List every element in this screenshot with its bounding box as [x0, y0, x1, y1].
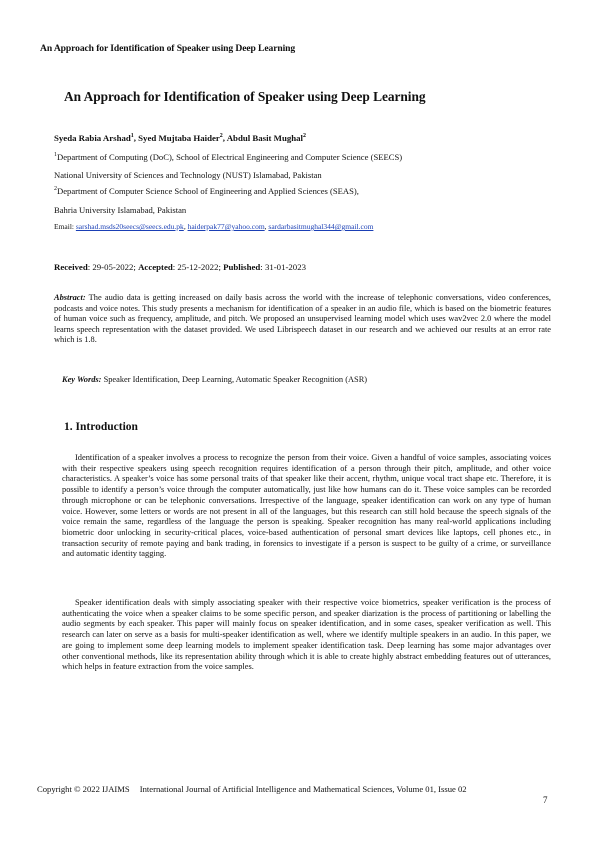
abstract — [54, 293, 551, 346]
affiliation-1-line-1 — [54, 152, 554, 162]
affiliation-2-line-2: Bahria University Islamabad, Pakistan — [54, 205, 187, 215]
received-date: 29-05-2022 — [92, 262, 134, 272]
author-affiliation-marker: 2 — [219, 133, 223, 140]
affiliation-marker: 1 — [54, 152, 57, 159]
author-name: Syeda Rabia Arshad — [54, 133, 131, 143]
affiliation-2-line-1 — [54, 186, 554, 196]
body-paragraph: Identification of a speaker involves a process to recognize the person from their voice. Given a handful of voice samples, associating voices with their respective speakers using speech recognition requires identification of a person through their pitch, amplitude, and other voice characteristics. A speaker’s voice has some personal traits of that speaker like their accent, rhythm, unique vocal tract shape etc. Therefore, it is possible to identify a person’s voice through the computer automatically, just like how humans can do it. These voice samples can be recorded through microphone or can be telephonic conversations. Irrespective of the language, speaker identification can work on any type of human voice. However, some letters or words are not present in all of the languages, but this research can still hold because the speech signals of the voice remain the same, regardless of the language the person is speaking. Speaker recognition has many real-world applications including biometric door unlocking in security-critical places, voice-based authentication of personal smart devices like laptops, cell phones etc., in transaction security of remote paying and bank trading, in forensics to investigate if a person is suspect to be guilty of a crime, or surveillance and automatic identity tagging. — [62, 453, 551, 559]
email-line: Email: sarshad.msds20seecs@seecs.edu.pk, haiderpak77@yahoo.com, sardarbasitmughal344@gmail.com — [54, 222, 374, 231]
author-separator: , — [222, 133, 227, 143]
author-name: Abdul Basit Mughal — [226, 133, 303, 143]
keywords-text: Speaker Identification, Deep Learning, Automatic Speaker Recognition (ASR) — [103, 375, 368, 384]
affiliation-text: Department of Computing (DoC), School of Electrical Engineering and Computer Science (SEECS) — [57, 152, 403, 162]
accepted-date: 25-12-2022 — [177, 262, 219, 272]
keywords-label: Key Words: — [62, 375, 102, 384]
abstract-label: Abstract: — [54, 293, 86, 302]
author-list — [54, 133, 554, 143]
section-heading: 1. Introduction — [64, 421, 138, 433]
author-separator: , — [133, 133, 139, 143]
paper-title: An Approach for Identification of Speaker using Deep Learning — [64, 89, 426, 104]
journal-name: International Journal of Artificial Intelligence and Mathematical Sciences, Volume 01, Issue 02 — [139, 784, 467, 794]
accepted-label: Accepted — [138, 262, 173, 272]
copyright-text: Copyright © 2022 IJAIMS — [37, 784, 130, 794]
affiliation-1-line-2: National University of Sciences and Technology (NUST) Islamabad, Pakistan — [54, 170, 322, 180]
publication-dates: Received: 29-05-2022; Accepted: 25-12-2022; Published: 31-01-2023 — [54, 262, 306, 272]
email-label: Email: — [54, 222, 76, 231]
published-date: 31-01-2023 — [264, 262, 306, 272]
running-header: An Approach for Identification of Speaker using Deep Learning — [40, 43, 296, 54]
keywords — [62, 375, 542, 384]
email-link[interactable]: haiderpak77@yahoo.com — [187, 222, 265, 231]
email-link[interactable]: sardarbasitmughal344@gmail.com — [268, 222, 374, 231]
published-label: Published — [223, 262, 261, 272]
author-name: Syed Mujtaba Haider — [138, 133, 220, 143]
author-affiliation-marker: 2 — [302, 133, 306, 140]
author-affiliation-marker: 1 — [130, 133, 134, 140]
affiliation-marker: 2 — [54, 186, 57, 193]
affiliation-text: Department of Computer Science School of Engineering and Applied Sciences (SEAS), — [57, 186, 359, 196]
received-label: Received — [54, 262, 88, 272]
abstract-text: The audio data is getting increased on daily basis across the world with the increase of telephonic conversations, video conferences, podcasts and voice notes. This study presents a mechanism for identification of a speaker in an audio file, which is based on the biometric features of human voice such as frequency, amplitude, and pitch. We proposed an unsupervised learning model which uses wav2vec 2.0 where the model learns speech representation with the dataset provided. We used Librispeech dataset in our research and we achieved our results at an error rate which is 1.8. — [54, 293, 551, 345]
page-number: 7 — [543, 795, 548, 805]
footer-copyright — [37, 784, 467, 794]
body-paragraph: Speaker identification deals with simply associating speaker with their respective voice biometrics, speaker verification is the process of authenticating the voice when a speaker claims to be some specific person, and speaker diarization is the process of partitioning or labelling the audio segments by each speaker. This paper will mainly focus on speaker identification, and in some cases, speaker verification as well. This research can later on serve as a basis for multi-speaker identification as well, where we identify multiple speakers in an audio. In this paper, we are going to implement some deep learning models to implement speaker identification task. Deep learning has some major advantages over other conventional methods, like its representation ability through which it is able to create highly abstract embedding features out of utterances, which helps in feature extraction from the voice samples. — [62, 598, 551, 672]
email-link[interactable]: sarshad.msds20seecs@seecs.edu.pk — [75, 222, 184, 231]
